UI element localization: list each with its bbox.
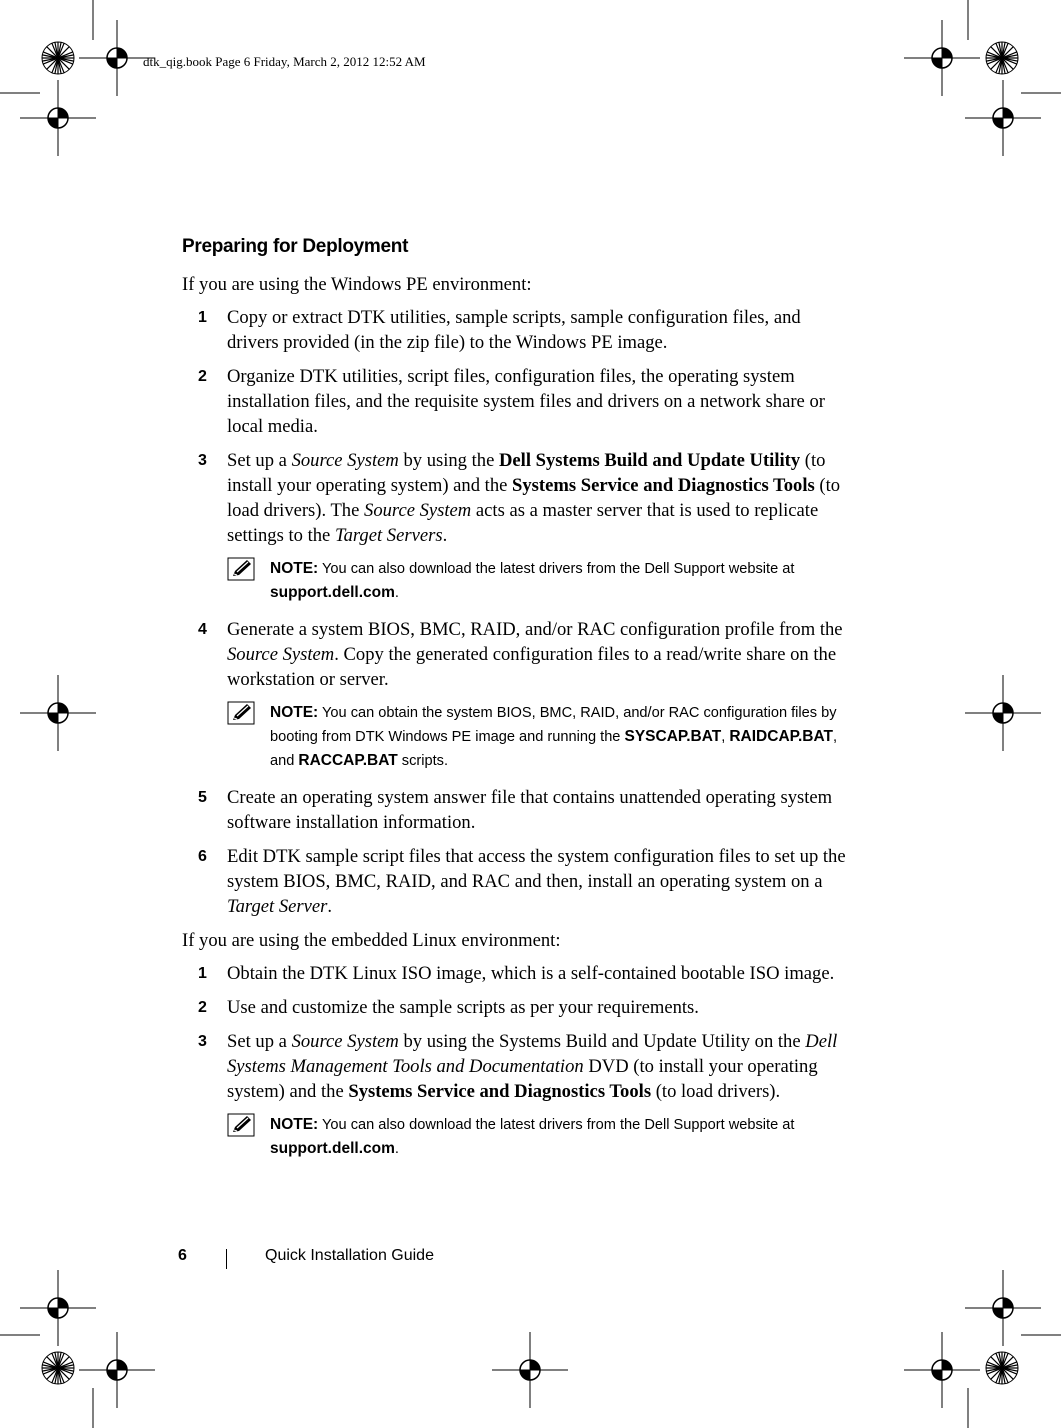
term-target-servers: Target Servers [334,525,443,546]
windows-step-5 [182,785,850,835]
linux-step-3 [182,1029,850,1104]
step-text: by using the [398,450,499,471]
step-text: Generate a system BIOS, BMC, RAID, and/or RAC configuration profile from the [227,619,843,640]
step-text: by using the Systems Build and Update Utility on the [398,1031,806,1052]
note-end: . [394,585,399,601]
note-pencil-icon [227,701,255,725]
page-number: 6 [178,1247,187,1264]
windows-step-2 [182,364,850,439]
windows-step-4 [182,617,850,692]
term-tools-documentation-dvd: Dell Systems Management Tools and Documentation [227,1031,838,1077]
page-content [182,236,850,1173]
windows-intro: If you are using the Windows PE environment: [182,274,532,295]
step-number: 3 [198,452,207,469]
note-label: NOTE: [270,704,319,721]
note-text: You can also download the latest drivers from the Dell Support website at [318,561,795,577]
step-text: Copy or extract DTK utilities, sample scripts, sample configuration files, and drivers provided (in the zip file) to the Windows PE image. [227,307,801,353]
term-service-diagnostics-tools: Systems Service and Diagnostics Tools [512,475,815,496]
step-number: 2 [198,368,207,385]
note-config-files [182,701,850,773]
step-text: Set up a [227,450,292,471]
note-pencil-icon [227,1113,255,1137]
step-text: (to load drivers). The [227,475,841,521]
step-text: (to install your operating system) and the [227,450,826,496]
section-title: Preparing for Deployment [182,236,409,257]
term-source-system: Source System [227,644,335,665]
term-service-diagnostics-tools: Systems Service and Diagnostics Tools [348,1081,652,1102]
step-text: Set up a [227,1031,292,1052]
step-number: 5 [198,789,207,806]
page-footer [0,1247,1061,1271]
note-pencil-icon [227,557,255,581]
term-target-server: Target Server [227,896,328,917]
note-end: . [394,1141,399,1157]
term-build-update-utility: Dell Systems Build and Update Utility [499,450,801,471]
linux-step-2 [182,995,850,1020]
note-label: NOTE: [270,1116,319,1133]
term-source-system: Source System [364,500,472,521]
note-text: You can also download the latest drivers from the Dell Support website at [318,1117,795,1133]
step-text: DVD (to install your operating system) and the [227,1056,818,1102]
step-number: 3 [198,1033,207,1050]
step-text: (to load drivers). [651,1081,781,1102]
footer-divider [226,1249,227,1269]
note-text: , [721,729,730,745]
support-link[interactable]: support.dell.com [270,1140,395,1157]
step-text: Organize DTK utilities, script files, configuration files, the operating system installation files, and the requisite system files and drivers on a network share or local media. [227,366,825,437]
note-drivers-download-linux [182,1113,850,1161]
step-text: Edit DTK sample script files that access the system configuration files to set up the system BIOS, BMC, RAID, and RAC and then, install an operating system on a [227,846,846,892]
term-source-system: Source System [291,450,399,471]
linux-intro: If you are using the embedded Linux environment: [182,930,561,951]
step-text: . [442,525,448,546]
step-text: . [327,896,333,917]
note-text: You can obtain the system BIOS, BMC, RAID, and/or RAC configuration files by booting from DTK Windows PE image and running the [270,705,837,745]
note-text: scripts. [397,753,449,769]
step-text: Obtain the DTK Linux ISO image, which is a self-contained bootable ISO image. [227,963,835,984]
step-number: 4 [198,621,207,638]
note-label: NOTE: [270,560,319,577]
step-number: 2 [198,999,207,1016]
windows-step-1 [182,305,850,355]
step-number: 1 [198,309,207,326]
step-text: . Copy the generated configuration files to a read/write share on the workstation or server. [227,644,837,690]
term-source-system: Source System [291,1031,399,1052]
step-text: acts as a master server that is used to replicate settings to the [227,500,819,546]
script-raidcap: RAIDCAP.BAT [729,728,833,745]
print-header-stamp: dtk_qig.book Page 6 Friday, March 2, 2012 12:52 AM [143,54,426,69]
step-number: 1 [198,965,207,982]
step-text: Use and customize the sample scripts as per your requirements. [227,997,699,1018]
script-raccap: RACCAP.BAT [298,752,398,769]
note-drivers-download [182,557,850,605]
support-link[interactable]: support.dell.com [270,584,395,601]
windows-step-6 [182,844,850,919]
windows-step-3 [182,448,850,548]
step-text: Create an operating system answer file that contains unattended operating system software installation information. [227,787,833,833]
step-number: 6 [198,848,207,865]
linux-step-1 [182,961,850,986]
footer-title: Quick Installation Guide [265,1247,434,1264]
script-syscap: SYSCAP.BAT [624,728,722,745]
note-text: , and [270,729,838,769]
